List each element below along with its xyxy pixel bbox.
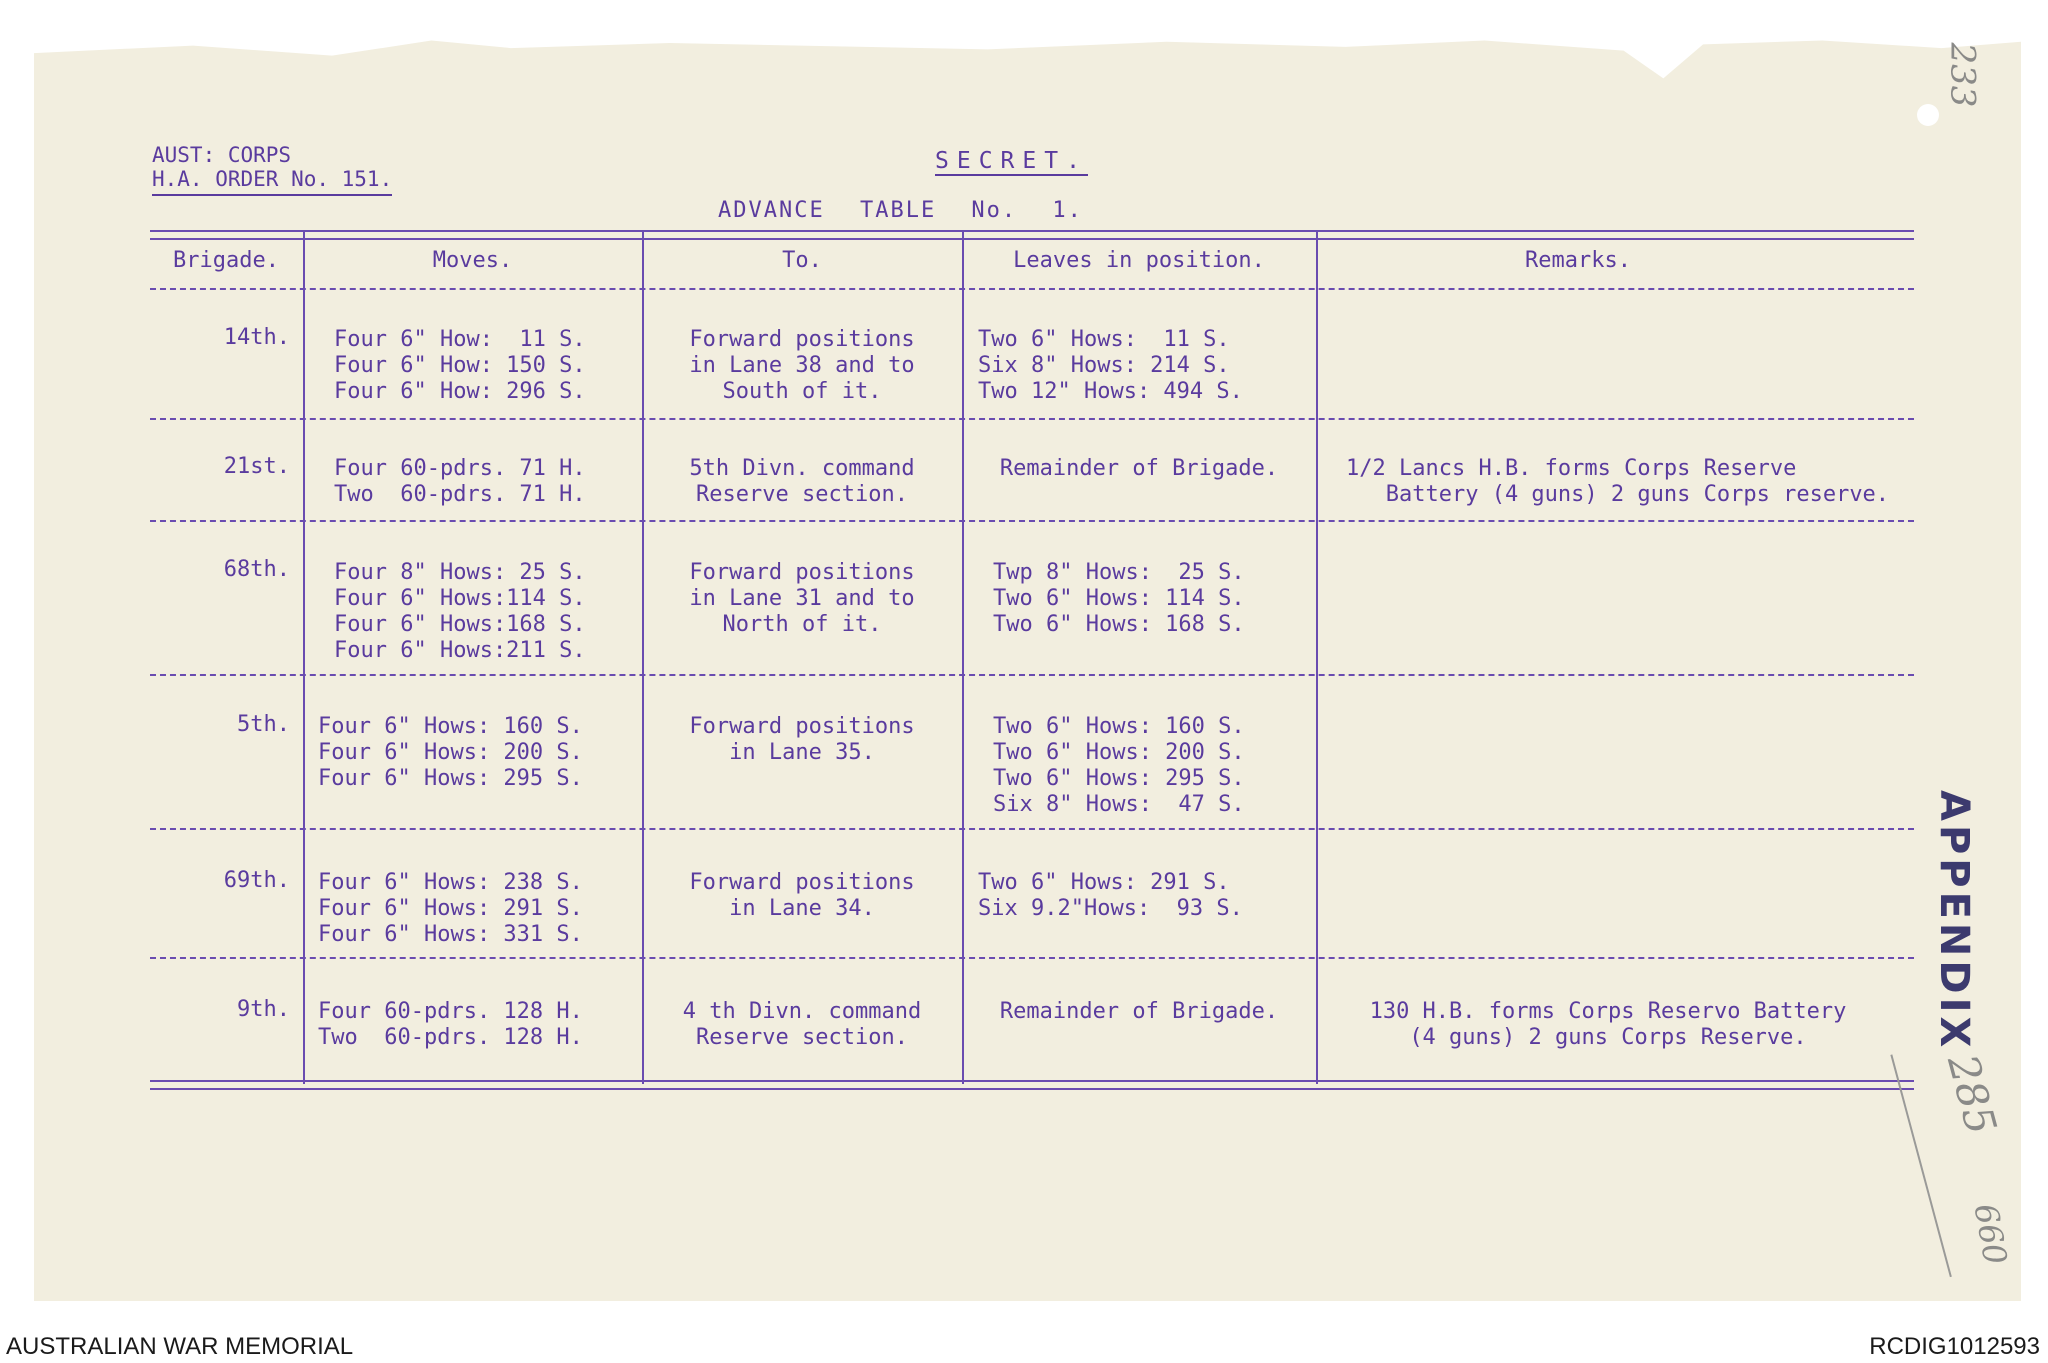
moves-cell: Four 6" Hows: 238 S. Four 6" Hows: 291 S. Four 6" Hows: 331 S. xyxy=(318,870,583,947)
order-heading xyxy=(152,143,392,196)
remarks-cell: 130 H.B. forms Corps Reservo Battery (4 guns) 2 guns Corps Reserve. xyxy=(1369,999,1847,1050)
document-sheet xyxy=(34,38,2021,1301)
to-cell: Forward positions in Lane 38 and to South of it. xyxy=(689,327,915,404)
order-number: H.A. ORDER No. 151. xyxy=(152,167,392,196)
appendix-stamp: APPENDIX xyxy=(1931,790,1977,1052)
remarks-cell: 1/2 Lancs H.B. forms Corps Reserve Battery (4 guns) 2 guns Corps reserve. xyxy=(1346,456,1890,507)
page-number-lower: 285 xyxy=(1938,1049,2007,1140)
leaves-cell: Two 6" Hows: 291 S. Six 9.2"Hows: 93 S. xyxy=(978,870,1243,921)
row-divider xyxy=(150,828,1914,830)
header-remarks: Remarks. xyxy=(1525,248,1631,273)
moves-cell: Four 8" Hows: 25 S. Four 6" Hows:114 S. Four 6" Hows:168 S. Four 6" Hows:211 S. xyxy=(334,560,586,663)
secret-text: SECRET. xyxy=(935,148,1088,174)
secret-marking xyxy=(935,148,1088,174)
footer-record-id: RCDIG1012593 xyxy=(1869,1333,2040,1360)
leaves-cell: Two 6" Hows: 160 S. Two 6" Hows: 200 S. Two 6" Hows: 295 S. Six 8" Hows: 47 S. xyxy=(993,714,1245,817)
corps-line: AUST: CORPS xyxy=(152,143,292,167)
page-number-top: 233 xyxy=(1942,42,1983,108)
table-top-rule xyxy=(150,230,1914,240)
column-divider xyxy=(303,232,305,1084)
brigade-cell: 14th. xyxy=(223,325,290,350)
header-leaves: Leaves in position. xyxy=(1013,248,1265,273)
leaves-cell: Twp 8" Hows: 25 S. Two 6" Hows: 114 S. Two 6" Hows: 168 S. xyxy=(993,560,1245,637)
brigade-cell: 9th. xyxy=(237,997,290,1022)
brigade-cell: 21st. xyxy=(223,454,290,479)
row-divider xyxy=(150,957,1914,959)
leaves-cell: Remainder of Brigade. xyxy=(999,999,1279,1024)
to-cell: Forward positions in Lane 35. xyxy=(689,714,915,765)
page-number-bottom: 660 xyxy=(1966,1200,2015,1268)
to-cell: 4 th Divn. command Reserve section. xyxy=(682,999,922,1050)
leaves-cell: Remainder of Brigade. xyxy=(999,456,1279,481)
moves-cell: Four 60-pdrs. 128 H. Two 60-pdrs. 128 H. xyxy=(318,999,583,1050)
row-divider xyxy=(150,674,1914,676)
to-cell: Forward positions in Lane 31 and to North of it. xyxy=(689,560,915,637)
moves-cell: Four 60-pdrs. 71 H. Two 60-pdrs. 71 H. xyxy=(334,456,586,507)
brigade-cell: 68th. xyxy=(223,557,290,582)
moves-cell: Four 6" How: 11 S. Four 6" How: 150 S. Four 6" How: 296 S. xyxy=(334,327,586,404)
column-divider xyxy=(962,232,964,1084)
footer-archive-label: AUSTRALIAN WAR MEMORIAL xyxy=(6,1333,354,1360)
moves-cell: Four 6" Hows: 160 S. Four 6" Hows: 200 S. Four 6" Hows: 295 S. xyxy=(318,714,583,791)
to-cell: 5th Divn. command Reserve section. xyxy=(689,456,915,507)
row-divider xyxy=(150,520,1914,522)
header-moves: Moves. xyxy=(432,248,513,273)
brigade-cell: 69th. xyxy=(223,868,290,893)
column-divider xyxy=(1316,232,1318,1084)
header-divider xyxy=(150,288,1914,290)
row-divider xyxy=(150,418,1914,420)
header-brigade: Brigade. xyxy=(173,248,279,273)
leaves-cell: Two 6" Hows: 11 S. Six 8" Hows: 214 S. Two 12" Hows: 494 S. xyxy=(978,327,1243,404)
table-bottom-rule xyxy=(150,1080,1914,1090)
header-to: To. xyxy=(782,248,822,273)
punch-hole xyxy=(1917,104,1939,126)
brigade-cell: 5th. xyxy=(237,712,290,737)
table-title: ADVANCE TABLE No. 1. xyxy=(718,198,1083,223)
to-cell: Forward positions in Lane 34. xyxy=(689,870,915,921)
